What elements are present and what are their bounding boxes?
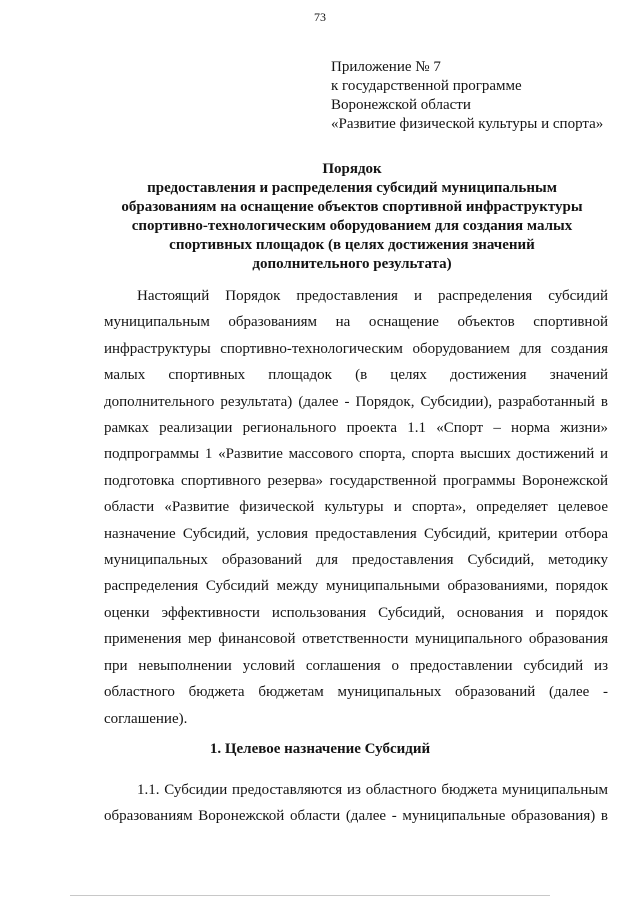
paragraph-line: подготовка спортивного резерва» государственной программы Воронежской xyxy=(104,472,608,489)
paragraph-line: муниципальным образованиям на оснащение объектов спортивной xyxy=(104,314,608,331)
page-number: 73 xyxy=(314,10,326,24)
appendix-line: Воронежской области xyxy=(331,97,471,113)
title-line: спортивно-технологическим оборудованием для создания малых xyxy=(131,218,573,234)
paragraph-line: соглашение). xyxy=(104,710,188,727)
paragraph-line: Настоящий Порядок предоставления и распределения субсидий xyxy=(137,288,608,304)
paragraph-line: 1.1. Субсидии предоставляются из областного бюджета муниципальным xyxy=(137,782,608,798)
paragraph-line: инфраструктуры спортивно-технологическим оборудованием для создания xyxy=(104,340,608,357)
paragraph-line: распределения Субсидий между муниципальными образованиями, порядок xyxy=(104,578,608,595)
section-heading: 1. Целевое назначение Субсидий xyxy=(209,741,431,757)
appendix-line: «Развитие физической культуры и спорта» xyxy=(331,116,604,132)
paragraph-line: малых спортивных площадок (в целях достижения значений xyxy=(104,367,608,384)
title-line: дополнительного результата) xyxy=(252,256,452,272)
appendix-line: Приложение № 7 xyxy=(331,59,441,75)
paragraph-line: образованиям Воронежской области (далее - муниципальные образования) в xyxy=(104,808,608,825)
title-line: Порядок xyxy=(322,161,382,177)
paragraph-line: оценки эффективности использования Субсидий, основания и порядок xyxy=(104,604,608,621)
paragraph-1-1 xyxy=(104,777,608,830)
paragraph-line: области «Развитие физической культуры и спорта», определяет целевое xyxy=(104,499,608,516)
document-title xyxy=(96,160,608,274)
paragraph-line: подпрограммы 1 «Развитие массового спорта, спорта высших достижений и xyxy=(104,446,608,463)
paragraph-line: применения мер финансовой ответственности муниципального образования xyxy=(104,631,608,648)
paragraph-line: дополнительного результата) (далее - Порядок, Субсидии), разработанный в xyxy=(104,393,608,410)
title-line: спортивных площадок (в целях достижения значений xyxy=(169,237,535,253)
page-bottom-rule xyxy=(70,895,550,896)
appendix-block xyxy=(331,58,603,134)
appendix-line: к государственной программе xyxy=(331,78,522,94)
paragraph-line: при невыполнении условий соглашения о предоставлении субсидий из xyxy=(104,657,608,674)
intro-paragraph xyxy=(104,283,608,732)
paragraph-line: рамках реализации регионального проекта 1.1 «Спорт – норма жизни» xyxy=(104,420,608,437)
title-line: образованиям на оснащение объектов спортивной инфраструктуры xyxy=(121,199,583,215)
title-line: предоставления и распределения субсидий муниципальным xyxy=(147,180,557,196)
paragraph-line: назначение Субсидий, условия предоставления Субсидий, критерии отбора xyxy=(104,525,608,542)
paragraph-line: областного бюджета бюджетам муниципальных образований (далее - xyxy=(104,684,608,701)
paragraph-line: муниципальных образований для предоставления Субсидий, методику xyxy=(104,552,608,569)
